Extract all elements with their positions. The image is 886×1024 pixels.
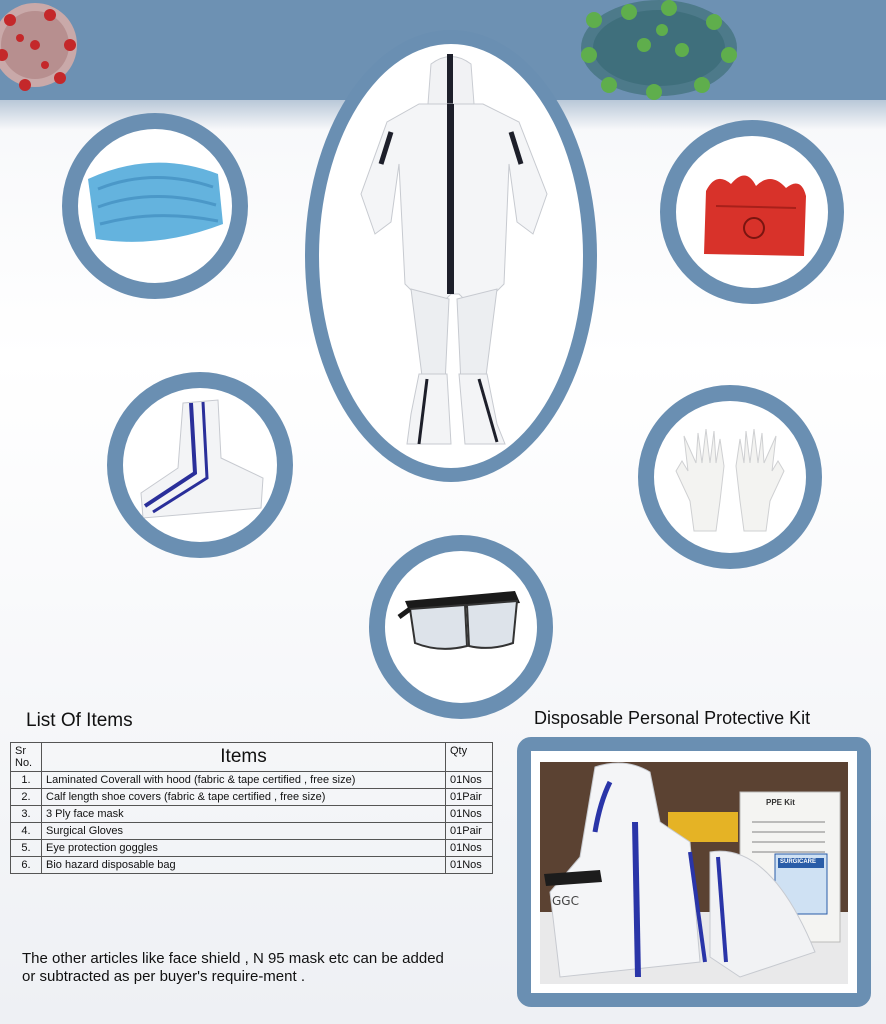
face-mask-frame [62, 113, 248, 299]
goggles-image [385, 551, 537, 703]
row-number: 2. [11, 789, 42, 806]
row-qty: 01Pair [446, 823, 493, 840]
row-number: 1. [11, 772, 42, 789]
virus-red-icon [0, 0, 90, 105]
table-row [11, 772, 493, 789]
shoe-cover-frame [107, 372, 293, 558]
shoe-cover-image [123, 388, 277, 542]
header-qty: Qty [446, 743, 493, 772]
row-number: 6. [11, 857, 42, 874]
kit-label-brand: SURGICARE [780, 859, 817, 865]
face-mask-image [78, 129, 232, 283]
table-row [11, 789, 493, 806]
table-row [11, 840, 493, 857]
goggles-frame [369, 535, 553, 719]
gloves-image [654, 401, 806, 553]
row-item: Laminated Coverall with hood (fabric & tape certified , free size) [42, 772, 446, 789]
row-number: 3. [11, 806, 42, 823]
table-row [11, 806, 493, 823]
kit-photo [540, 762, 848, 984]
coverall-frame [305, 30, 597, 482]
gloves-frame [638, 385, 822, 569]
row-qty: 01Nos [446, 840, 493, 857]
header-sr: Sr No. [11, 743, 42, 772]
table-row [11, 857, 493, 874]
row-number: 5. [11, 840, 42, 857]
coverall-image [319, 44, 583, 468]
header-items: Items [42, 743, 446, 772]
virus-green-icon [574, 0, 744, 100]
row-qty: 01Nos [446, 772, 493, 789]
kit-label-ggc: GGC [552, 894, 579, 908]
list-title: List Of Items [26, 710, 133, 731]
row-number: 4. [11, 823, 42, 840]
kit-contents-image [540, 762, 848, 984]
table-header-row [11, 743, 493, 772]
row-qty: 01Pair [446, 789, 493, 806]
kit-label-ppe: PPE Kit [766, 798, 795, 807]
row-qty: 01Nos [446, 806, 493, 823]
biohazard-bag-frame [660, 120, 844, 304]
row-item: 3 Ply face mask [42, 806, 446, 823]
note-text: The other articles like face shield , N 95 mask etc can be added or subtracted as per buyer's require-ment . [22, 950, 444, 985]
row-item: Eye protection goggles [42, 840, 446, 857]
kit-title: Disposable Personal Protective Kit [534, 708, 811, 728]
row-item: Surgical Gloves [42, 823, 446, 840]
items-table [10, 742, 493, 874]
row-item: Calf length shoe covers (fabric & tape certified , free size) [42, 789, 446, 806]
biohazard-bag-image [676, 136, 828, 288]
table-row [11, 823, 493, 840]
row-qty: 01Nos [446, 857, 493, 874]
row-item: Bio hazard disposable bag [42, 857, 446, 874]
